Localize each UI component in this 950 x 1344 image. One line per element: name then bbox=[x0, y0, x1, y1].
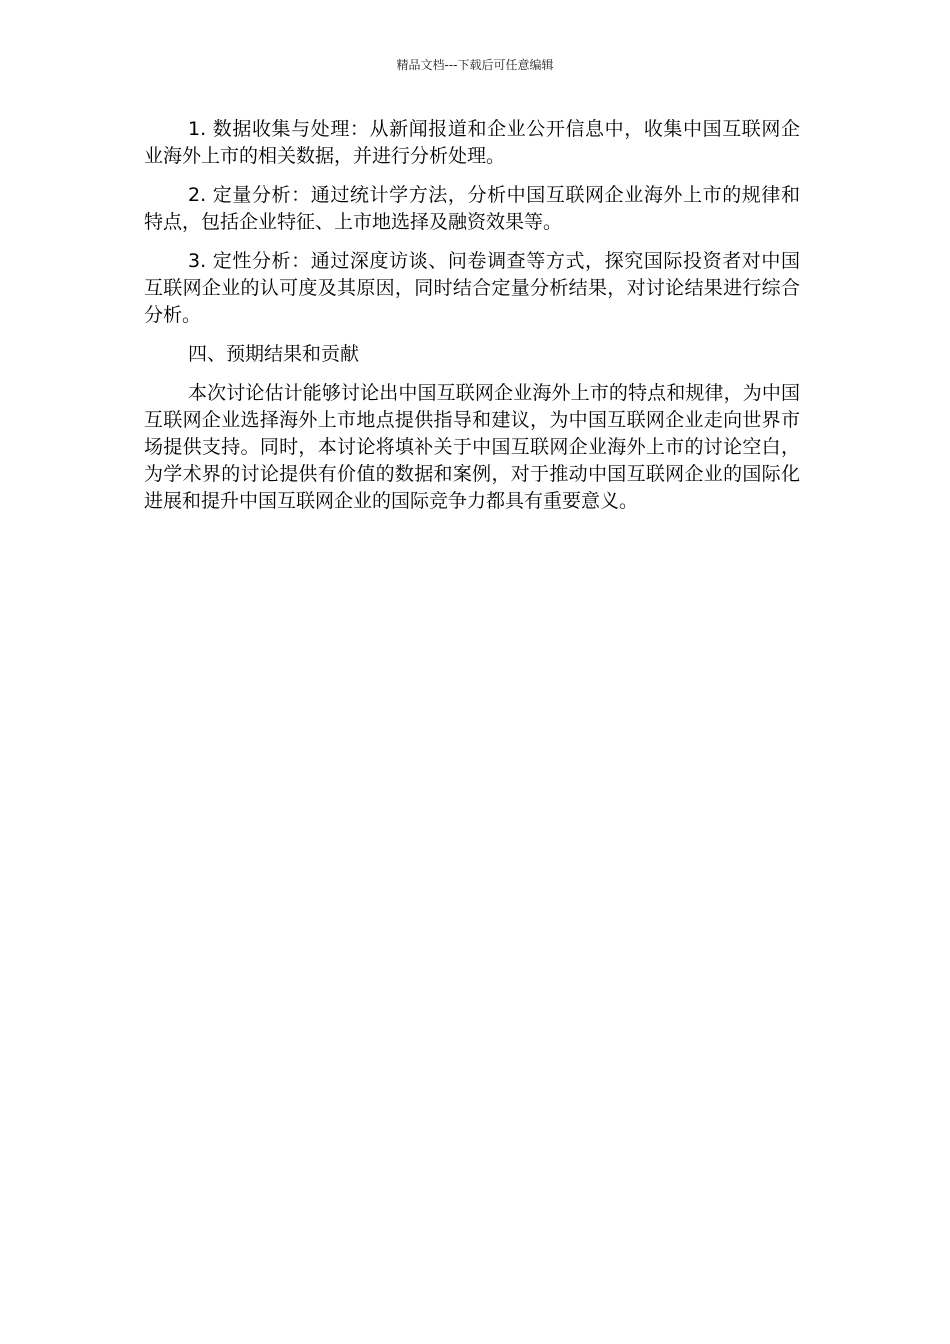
paragraph-quantitative-analysis: 2. 定量分析：通过统计学方法，分析中国互联网企业海外上市的规律和特点，包括企业特征、上市地选择及融资效果等。 bbox=[144, 184, 800, 233]
paragraph-data-collection: 1. 数据收集与处理：从新闻报道和企业公开信息中，收集中国互联网企业海外上市的相关数据，并进行分析处理。 bbox=[144, 118, 800, 167]
paragraph-expected-results: 本次讨论估计能够讨论出中国互联网企业海外上市的特点和规律，为中国互联网企业选择海外上市地点提供指导和建议，为中国互联网企业走向世界市场提供支持。同时，本讨论将填补关于中国互联网企业海外上市的讨论空白，为学术界的讨论提供有价值的数据和案例，对于推动中国互联网企业的国际化进展和提升中国互联网企业的国际竞争力都具有重要意义。 bbox=[144, 382, 800, 512]
section-heading-expected-results: 四、预期结果和贡献 bbox=[188, 343, 360, 365]
page-header: 精品文档---下载后可任意编辑 bbox=[396, 58, 554, 72]
document-body bbox=[144, 116, 800, 527]
paragraph-qualitative-analysis: 3. 定性分析：通过深度访谈、问卷调查等方式，探究国际投资者对中国互联网企业的认可度及其原因，同时结合定量分析结果，对讨论结果进行综合分析。 bbox=[144, 250, 800, 326]
